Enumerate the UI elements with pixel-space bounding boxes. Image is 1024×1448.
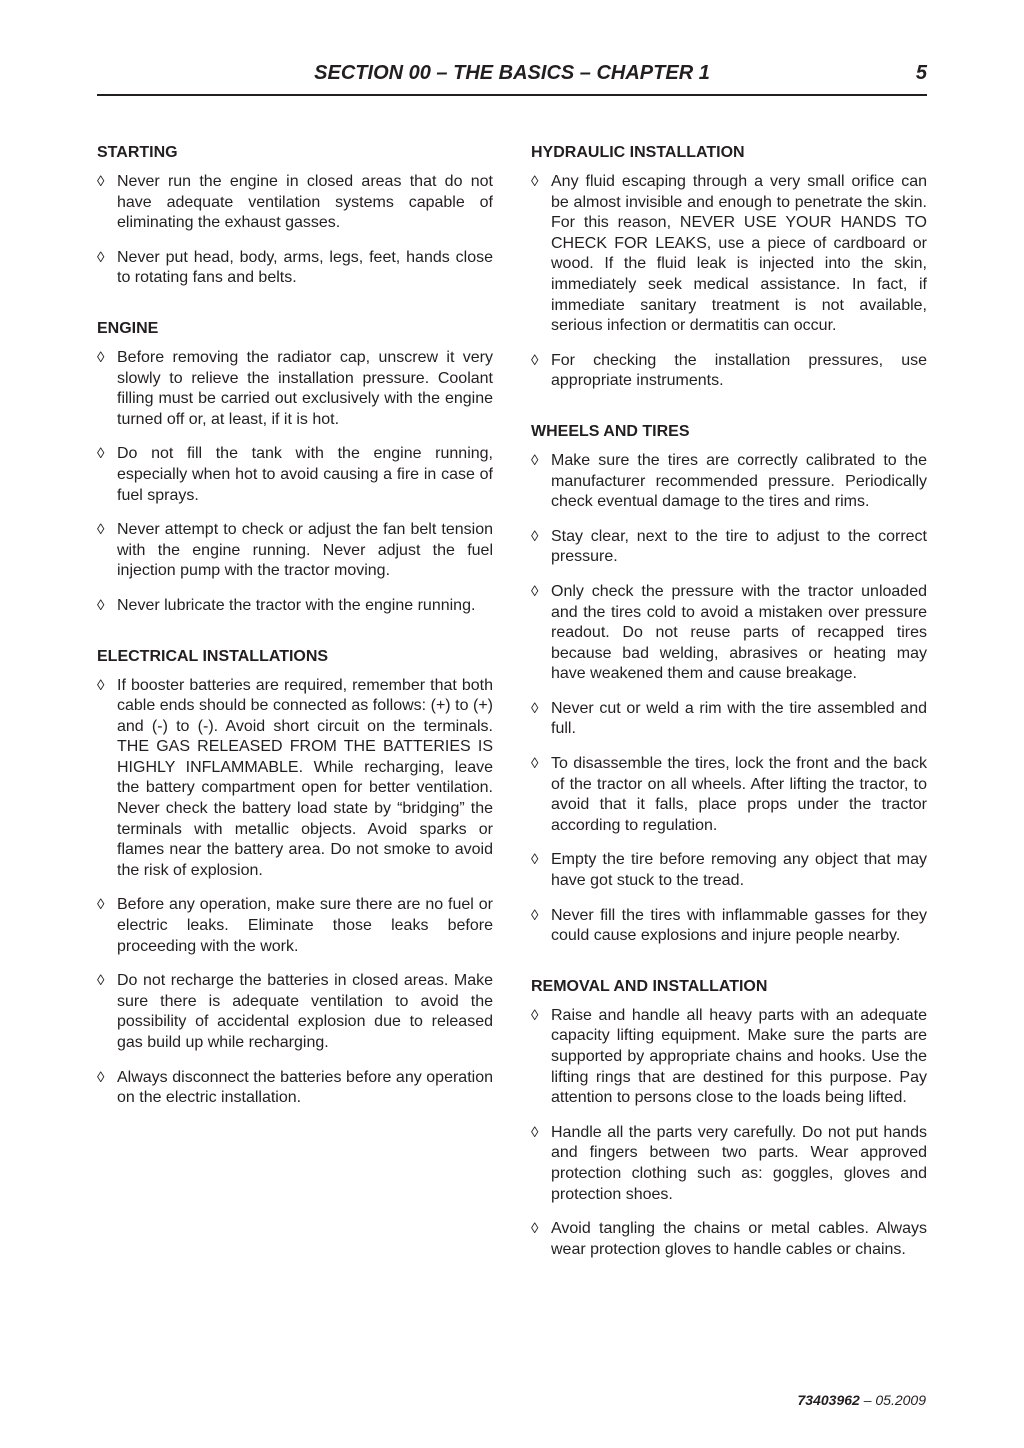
list-item-text: Do not recharge the batteries in closed areas. Make sure there is adequate ventilation to avoid the possibility of accidental explosion due to released gas build up while recharging. [117, 972, 493, 1051]
list-item [531, 699, 927, 740]
diamond-bullet-icon: ◊ [531, 582, 539, 600]
list-item [97, 971, 493, 1053]
list-item [531, 172, 927, 337]
diamond-bullet-icon: ◊ [97, 596, 105, 614]
diamond-bullet-icon: ◊ [97, 972, 105, 990]
diamond-bullet-icon: ◊ [531, 699, 539, 717]
diamond-bullet-icon: ◊ [531, 906, 539, 924]
list-item-text: For checking the installation pressures, use appropriate instruments. [551, 351, 927, 390]
diamond-bullet-icon: ◊ [97, 896, 105, 914]
list-item-text: Handle all the parts very carefully. Do not put hands and fingers between two parts. Wear approved protection clothing such as: goggles, gloves and protection shoes. [551, 1123, 927, 1203]
list-item-text: Before any operation, make sure there are no fuel or electric leaks. Eliminate those leaks before proceeding with the work. [117, 896, 493, 955]
list-item-text: Never put head, body, arms, legs, feet, hands close to rotating fans and belts. [117, 248, 493, 287]
list-item-text: Never cut or weld a rim with the tire assembled and full. [551, 699, 927, 738]
section-electrical-installations [97, 647, 493, 1109]
diamond-bullet-icon: ◊ [531, 527, 539, 545]
list-item [97, 520, 493, 582]
list-item-text: Always disconnect the batteries before any operation on the electric installation. [117, 1068, 493, 1107]
list-item-text: Never fill the tires with inflammable gasses for they could cause explosions and injure people nearby. [551, 906, 927, 945]
list-item [531, 1006, 927, 1109]
list-item [97, 596, 493, 617]
diamond-bullet-icon: ◊ [531, 1123, 539, 1141]
list-item [97, 1068, 493, 1109]
diamond-bullet-icon: ◊ [97, 248, 105, 266]
section-hydraulic-installation [531, 143, 927, 392]
list-item [531, 906, 927, 947]
section-heading: ENGINE [97, 319, 159, 337]
page-footer [798, 1392, 926, 1408]
list-item-text: Raise and handle all heavy parts with an adequate capacity lifting equipment. Make sure the parts are supported by appropriate chains and hooks. Use the lifting rings that are destined for this purpose. Pay attention to persons close to the loads being lifted. [551, 1006, 927, 1107]
list-item-text: To disassemble the tires, lock the front and the back of the tractor on all wheels. After lifting the tractor, to avoid that it falls, place props under the tractor according to regulation. [551, 755, 927, 834]
section-heading: STARTING [97, 144, 178, 161]
list-item-text: If booster batteries are required, remember that both cable ends should be connected as follows: (+) to (+) and (-) to (-). Avoid short circuit on the terminals. THE GAS RELEASED FROM THE BATTERIES IS HIGHLY INFLAMMABLE. While recharging, leave the battery compartment open for better ventilation. Never check the battery load state by “bridging” the terminals with metallic objects. Avoid sparks or flames near the battery area. Do not smoke to avoid the risk of explosion. [117, 676, 493, 879]
diamond-bullet-icon: ◊ [97, 1068, 105, 1086]
list-item-text: Make sure the tires are correctly calibrated to the manufacturer recommended pressure. Periodically check eventual damage to the tires and rims. [551, 451, 927, 511]
list-item-text: Empty the tire before removing any object that may have got stuck to the tread. [551, 851, 927, 890]
section-removal-and-installation [531, 977, 927, 1261]
list-item-text: Avoid tangling the chains or metal cables. Always wear protection gloves to handle cables or chains. [551, 1220, 927, 1258]
list-item [531, 1219, 927, 1260]
section-wheels-and-tires [531, 422, 927, 947]
list-item-text: Stay clear, next to the tire to adjust to the correct pressure. [551, 527, 927, 566]
list-item-text: Before removing the radiator cap, unscrew it very slowly to relieve the installation pressure. Coolant filling must be carried out exclusively with the engine turned off or, at least, if it is hot. [117, 348, 493, 428]
page-number: 5 [915, 62, 927, 84]
list-item [531, 850, 927, 891]
diamond-bullet-icon: ◊ [531, 1220, 539, 1238]
section-heading: ELECTRICAL INSTALLATIONS [97, 647, 329, 665]
list-item-text: Never lubricate the tractor with the engine running. [117, 596, 476, 614]
diamond-bullet-icon: ◊ [531, 851, 539, 869]
list-item [531, 754, 927, 836]
list-item [531, 351, 927, 392]
page-title: SECTION 00 – THE BASICS – CHAPTER 1 [314, 62, 710, 84]
right-column [531, 143, 927, 1290]
diamond-bullet-icon: ◊ [97, 173, 105, 190]
list-item [97, 444, 493, 506]
document-code: 73403962 [797, 1392, 860, 1408]
footer-separator: – [859, 1392, 876, 1408]
list-item [97, 895, 493, 957]
list-item-text: Do not fill the tank with the engine running, especially when hot to avoid causing a fire in case of fuel sprays. [117, 445, 493, 504]
section-heading: HYDRAULIC INSTALLATION [531, 144, 745, 161]
list-item [531, 582, 927, 685]
diamond-bullet-icon: ◊ [97, 348, 105, 366]
list-item [531, 451, 927, 513]
section-heading: WHEELS AND TIRES [531, 422, 690, 440]
list-item [97, 348, 493, 430]
diamond-bullet-icon: ◊ [97, 676, 105, 694]
left-column [97, 143, 493, 1139]
list-item-text: Never attempt to check or adjust the fan belt tension with the engine running. Never adjust the fuel injection pump with the tractor moving. [117, 521, 493, 580]
document-date: 05.2009 [875, 1392, 926, 1408]
list-item-text: Only check the pressure with the tractor unloaded and the tires cold to avoid a mistaken over pressure readout. Do not reuse parts of recapped tires because bad welding, abrasives or heating may have weakened them and cause breakage. [551, 582, 927, 683]
list-item [531, 527, 927, 568]
diamond-bullet-icon: ◊ [531, 173, 539, 190]
diamond-bullet-icon: ◊ [531, 1006, 539, 1024]
list-item-text: Never run the engine in closed areas that do not have adequate ventilation systems capable of eliminating the exhaust gasses. [117, 173, 493, 232]
section-starting [97, 143, 493, 289]
diamond-bullet-icon: ◊ [531, 451, 539, 469]
section-engine [97, 319, 493, 617]
list-item [97, 676, 493, 882]
list-item-text: Any fluid escaping through a very small orifice can be almost invisible and enough to penetrate the skin. For this reason, NEVER USE YOUR HANDS TO CHECK FOR LEAKS, use a piece of cardboard or wood. If the fluid leak is injected into the skin, immediately seek medical assistance. In fact, if immediate sanitary treatment is not available, serious infection or dermatitis can occur. [551, 173, 927, 335]
diamond-bullet-icon: ◊ [97, 521, 105, 539]
diamond-bullet-icon: ◊ [531, 755, 539, 773]
diamond-bullet-icon: ◊ [531, 351, 539, 369]
list-item [531, 1123, 927, 1205]
list-item [97, 248, 493, 289]
page-header [97, 58, 927, 96]
diamond-bullet-icon: ◊ [97, 445, 105, 463]
list-item [97, 172, 493, 234]
section-heading: REMOVAL AND INSTALLATION [531, 977, 768, 995]
